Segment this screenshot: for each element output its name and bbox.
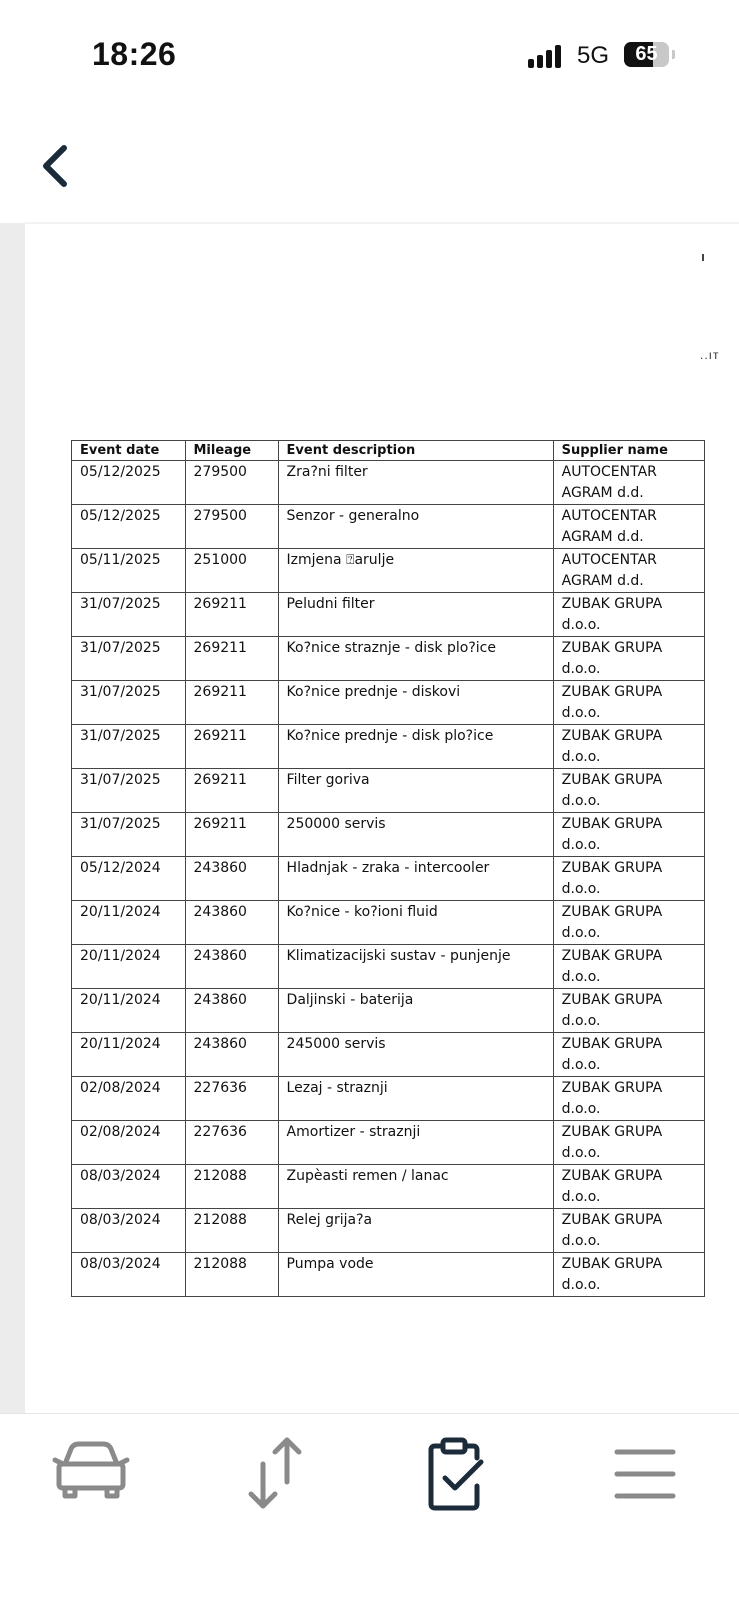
cell-event-date: 20/11/2024: [72, 901, 186, 945]
table-row: [72, 989, 705, 1033]
cell-event-description: Amortizer - straznji: [278, 1121, 553, 1165]
menu-icon: [605, 1434, 685, 1514]
cell-event-description: Ko?nice prednje - disk plo?ice: [278, 725, 553, 769]
document-mark: [702, 254, 704, 261]
cell-mileage: 269211: [185, 725, 278, 769]
cell-supplier-name: ZUBAK GRUPA d.o.o.: [553, 637, 704, 681]
cell-event-date: 02/08/2024: [72, 1121, 186, 1165]
table-row: [72, 769, 705, 813]
cell-event-date: 31/07/2025: [72, 681, 186, 725]
nav-service-history-button[interactable]: [405, 1434, 505, 1524]
table-row: [72, 857, 705, 901]
battery-icon: [624, 42, 669, 67]
cell-event-date: 02/08/2024: [72, 1077, 186, 1121]
cell-event-date: 05/12/2025: [72, 505, 186, 549]
cell-event-description: Zupèasti remen / lanac: [278, 1165, 553, 1209]
cell-mileage: 279500: [185, 461, 278, 505]
cell-event-description: 250000 servis: [278, 813, 553, 857]
cell-supplier-name: ZUBAK GRUPA d.o.o.: [553, 725, 704, 769]
clipboard-check-icon: [415, 1434, 495, 1514]
cell-event-description: 245000 servis: [278, 1033, 553, 1077]
service-history-table: [71, 440, 705, 1297]
document-edge: [0, 223, 25, 1413]
table-row: [72, 1209, 705, 1253]
cell-supplier-name: ZUBAK GRUPA d.o.o.: [553, 901, 704, 945]
cell-mileage: 279500: [185, 505, 278, 549]
cell-event-description: Filter goriva: [278, 769, 553, 813]
column-header-event-date: Event date: [72, 441, 186, 461]
table-row: [72, 813, 705, 857]
cell-mileage: 269211: [185, 813, 278, 857]
cell-event-date: 31/07/2025: [72, 725, 186, 769]
bottom-navigation: [0, 1413, 739, 1601]
document-corner-text: ..ıт: [700, 348, 720, 362]
cell-event-description: Izmjena ⍰arulje: [278, 549, 553, 593]
cell-event-description: Peludni filter: [278, 593, 553, 637]
cell-event-description: Pumpa vode: [278, 1253, 553, 1297]
cell-supplier-name: ZUBAK GRUPA d.o.o.: [553, 945, 704, 989]
status-time: 18:26: [92, 36, 177, 72]
network-type: 5G: [577, 42, 610, 69]
cell-event-description: Zra?ni filter: [278, 461, 553, 505]
table-row: [72, 1033, 705, 1077]
column-header-event-description: Event description: [278, 441, 553, 461]
table-row: [72, 637, 705, 681]
cell-supplier-name: ZUBAK GRUPA d.o.o.: [553, 813, 704, 857]
table-row: [72, 461, 705, 505]
cell-mileage: 269211: [185, 769, 278, 813]
cell-event-date: 31/07/2025: [72, 813, 186, 857]
cell-supplier-name: AUTOCENTAR AGRAM d.d.: [553, 549, 704, 593]
cell-mileage: 243860: [185, 989, 278, 1033]
status-bar: [0, 0, 739, 100]
cell-event-description: Relej grija?a: [278, 1209, 553, 1253]
cell-supplier-name: ZUBAK GRUPA d.o.o.: [553, 769, 704, 813]
cell-event-date: 20/11/2024: [72, 945, 186, 989]
cell-event-date: 31/07/2025: [72, 769, 186, 813]
table-row: [72, 1253, 705, 1297]
cell-event-date: 08/03/2024: [72, 1253, 186, 1297]
cell-supplier-name: ZUBAK GRUPA d.o.o.: [553, 681, 704, 725]
battery-tip: [672, 50, 675, 59]
cell-mileage: 269211: [185, 681, 278, 725]
nav-vehicle-button[interactable]: [41, 1434, 141, 1524]
cell-event-date: 08/03/2024: [72, 1209, 186, 1253]
cell-event-date: 31/07/2025: [72, 593, 186, 637]
nav-transfer-button[interactable]: [225, 1434, 325, 1524]
cell-mileage: 251000: [185, 549, 278, 593]
cell-mileage: 243860: [185, 1033, 278, 1077]
cell-supplier-name: ZUBAK GRUPA d.o.o.: [553, 1165, 704, 1209]
nav-menu-button[interactable]: [595, 1434, 695, 1524]
cell-mileage: 243860: [185, 857, 278, 901]
table-row: [72, 725, 705, 769]
cell-mileage: 243860: [185, 901, 278, 945]
cell-supplier-name: ZUBAK GRUPA d.o.o.: [553, 1253, 704, 1297]
cell-supplier-name: ZUBAK GRUPA d.o.o.: [553, 1121, 704, 1165]
cell-event-date: 05/12/2024: [72, 857, 186, 901]
table-row: [72, 901, 705, 945]
cell-supplier-name: ZUBAK GRUPA d.o.o.: [553, 857, 704, 901]
table-row: [72, 593, 705, 637]
column-header-mileage: Mileage: [185, 441, 278, 461]
cell-mileage: 227636: [185, 1121, 278, 1165]
cell-mileage: 227636: [185, 1077, 278, 1121]
cell-supplier-name: ZUBAK GRUPA d.o.o.: [553, 989, 704, 1033]
cell-supplier-name: ZUBAK GRUPA d.o.o.: [553, 1077, 704, 1121]
cell-mileage: 212088: [185, 1165, 278, 1209]
signal-icon: [528, 44, 562, 68]
document-top-border: [25, 222, 739, 224]
cell-event-description: Senzor - generalno: [278, 505, 553, 549]
table-row: [72, 505, 705, 549]
cell-event-description: Daljinski - baterija: [278, 989, 553, 1033]
table-row: [72, 681, 705, 725]
chevron-left-icon: [36, 142, 86, 192]
table-row: [72, 1165, 705, 1209]
cell-event-description: Ko?nice prednje - diskovi: [278, 681, 553, 725]
table-row: [72, 549, 705, 593]
cell-supplier-name: ZUBAK GRUPA d.o.o.: [553, 1033, 704, 1077]
cell-event-description: Lezaj - straznji: [278, 1077, 553, 1121]
cell-supplier-name: AUTOCENTAR AGRAM d.d.: [553, 505, 704, 549]
car-icon: [51, 1434, 131, 1504]
table-row: [72, 945, 705, 989]
table-row: [72, 1121, 705, 1165]
cell-event-date: 20/11/2024: [72, 989, 186, 1033]
cell-event-description: Ko?nice - ko?ioni fluid: [278, 901, 553, 945]
cell-event-date: 20/11/2024: [72, 1033, 186, 1077]
battery-level: 65: [635, 43, 658, 65]
cell-supplier-name: ZUBAK GRUPA d.o.o.: [553, 593, 704, 637]
cell-event-description: Ko?nice straznje - disk plo?ice: [278, 637, 553, 681]
table-header-row: [72, 441, 705, 461]
back-button[interactable]: [36, 142, 86, 192]
cell-event-date: 08/03/2024: [72, 1165, 186, 1209]
cell-event-date: 05/12/2025: [72, 461, 186, 505]
cell-mileage: 243860: [185, 945, 278, 989]
transfer-arrows-icon: [235, 1434, 315, 1514]
cell-mileage: 212088: [185, 1209, 278, 1253]
column-header-supplier-name: Supplier name: [553, 441, 704, 461]
cell-event-description: Hladnjak - zraka - intercooler: [278, 857, 553, 901]
cell-event-date: 31/07/2025: [72, 637, 186, 681]
cell-mileage: 269211: [185, 637, 278, 681]
cell-event-date: 05/11/2025: [72, 549, 186, 593]
cell-mileage: 269211: [185, 593, 278, 637]
cell-supplier-name: AUTOCENTAR AGRAM d.d.: [553, 461, 704, 505]
cell-event-description: Klimatizacijski sustav - punjenje: [278, 945, 553, 989]
cell-supplier-name: ZUBAK GRUPA d.o.o.: [553, 1209, 704, 1253]
table-row: [72, 1077, 705, 1121]
cell-mileage: 212088: [185, 1253, 278, 1297]
